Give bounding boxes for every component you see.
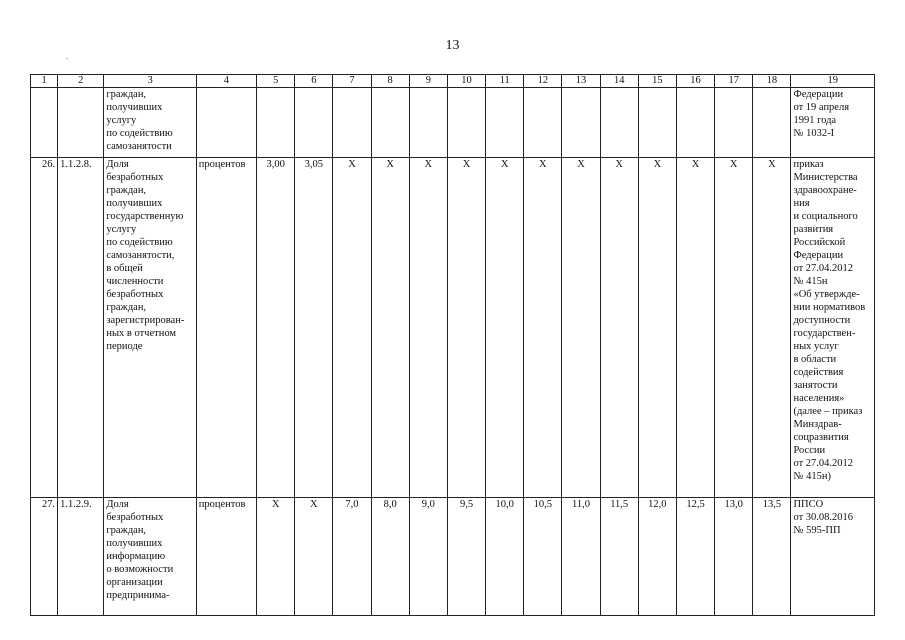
- value-cell: X: [295, 498, 333, 616]
- header-cell: 9: [409, 75, 447, 88]
- header-cell: 18: [753, 75, 791, 88]
- unit-cell: процентов: [196, 158, 256, 498]
- value-cell: X: [371, 158, 409, 498]
- header-cell: 13: [562, 75, 600, 88]
- row-number: 26.: [31, 158, 58, 498]
- value-cell: 8,0: [371, 498, 409, 616]
- unit-cell: процентов: [196, 498, 256, 616]
- value-cell: [524, 88, 562, 158]
- value-cell: 7,0: [333, 498, 371, 616]
- indicator-name: граждан, получивших услугу по содействию самозанятости: [104, 88, 196, 158]
- source-cell: ППСО от 30.08.2016 № 595-ПП: [791, 498, 875, 616]
- header-cell: 8: [371, 75, 409, 88]
- value-cell: X: [600, 158, 638, 498]
- value-cell: [638, 88, 676, 158]
- header-cell: 4: [196, 75, 256, 88]
- value-cell: 11,5: [600, 498, 638, 616]
- value-cell: [447, 88, 485, 158]
- table-row: [31, 158, 875, 498]
- indicator-name: Доля безработных граждан, получивших информацию о возможности организации предпринима-: [104, 498, 196, 616]
- value-cell: [600, 88, 638, 158]
- value-cell: X: [333, 158, 371, 498]
- row-number: 27.: [31, 498, 58, 616]
- value-cell: [371, 88, 409, 158]
- value-cell: X: [524, 158, 562, 498]
- value-cell: X: [562, 158, 600, 498]
- value-cell: X: [447, 158, 485, 498]
- table-row: [31, 88, 875, 158]
- header-cell: 7: [333, 75, 371, 88]
- indicators-table: [30, 74, 875, 616]
- header-cell: 19: [791, 75, 875, 88]
- value-cell: [562, 88, 600, 158]
- table-row: [31, 498, 875, 616]
- header-cell: 11: [486, 75, 524, 88]
- row-code: 1.1.2.9.: [58, 498, 104, 616]
- unit-cell: [196, 88, 256, 158]
- value-cell: 12,0: [638, 498, 676, 616]
- header-row: [31, 75, 875, 88]
- header-cell: 3: [104, 75, 196, 88]
- page-number: 13: [445, 38, 460, 53]
- header-cell: 15: [638, 75, 676, 88]
- source-cell: Федерации от 19 апреля 1991 года № 1032-I: [791, 88, 875, 158]
- value-cell: 12,5: [676, 498, 714, 616]
- header-cell: 10: [447, 75, 485, 88]
- source-cell: приказ Министерства здравоохране- ния и социального развития Российской Федерации от 27.04.2012 № 415н «Об утвержде- нии нормативов доступности государствен- ных услуг в области содействия занятости населения» (далее – приказ Минздрав- соцразвития России от 27.04.2012 № 415н): [791, 158, 875, 498]
- value-cell: 3,00: [257, 158, 295, 498]
- scan-speck: [66, 58, 68, 59]
- header-cell: 1: [31, 75, 58, 88]
- value-cell: 10,0: [486, 498, 524, 616]
- value-cell: [333, 88, 371, 158]
- value-cell: 3,05: [295, 158, 333, 498]
- value-cell: X: [638, 158, 676, 498]
- value-cell: 10,5: [524, 498, 562, 616]
- header-cell: 12: [524, 75, 562, 88]
- value-cell: X: [257, 498, 295, 616]
- value-cell: [409, 88, 447, 158]
- value-cell: X: [409, 158, 447, 498]
- indicator-name: Доля безработных граждан, получивших государственную услугу по содействию самозанятости, в общей численности безработных граждан, зарегистрирован- ных в отчетном периоде: [104, 158, 196, 498]
- row-number: [31, 88, 58, 158]
- header-cell: 2: [58, 75, 104, 88]
- value-cell: 9,0: [409, 498, 447, 616]
- value-cell: X: [715, 158, 753, 498]
- value-cell: X: [486, 158, 524, 498]
- value-cell: 13,5: [753, 498, 791, 616]
- row-code: 1.1.2.8.: [58, 158, 104, 498]
- row-code: [58, 88, 104, 158]
- value-cell: 11,0: [562, 498, 600, 616]
- value-cell: X: [753, 158, 791, 498]
- header-cell: 5: [257, 75, 295, 88]
- value-cell: [257, 88, 295, 158]
- value-cell: [753, 88, 791, 158]
- value-cell: [715, 88, 753, 158]
- header-cell: 14: [600, 75, 638, 88]
- value-cell: 13,0: [715, 498, 753, 616]
- header-cell: 16: [676, 75, 714, 88]
- header-cell: 17: [715, 75, 753, 88]
- value-cell: X: [676, 158, 714, 498]
- value-cell: [295, 88, 333, 158]
- value-cell: [486, 88, 524, 158]
- value-cell: 9,5: [447, 498, 485, 616]
- header-cell: 6: [295, 75, 333, 88]
- value-cell: [676, 88, 714, 158]
